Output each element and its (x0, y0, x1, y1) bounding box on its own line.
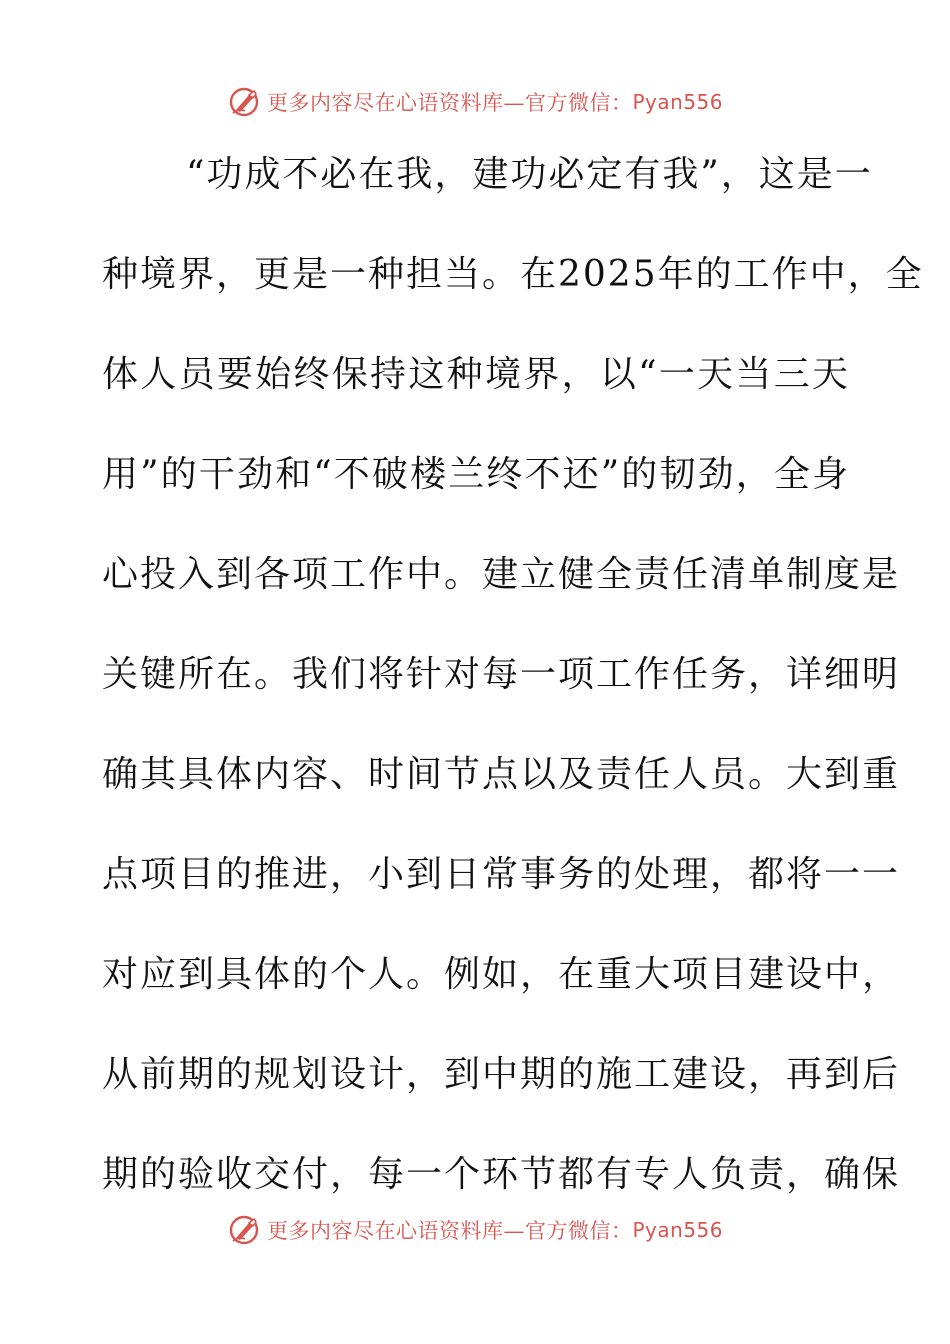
paragraph-line: 点项目的推进，小到日常事务的处理，都将一一 (102, 854, 901, 895)
paragraph-line: 体人员要始终保持这种境界，以“一天当三天 (102, 354, 850, 395)
watermark-wechat-id: Pyan556 (632, 1218, 723, 1242)
paragraph-line: 确其具体内容、时间节点以及责任人员。大到重 (102, 754, 901, 795)
watermark-wechat-id: Pyan556 (632, 90, 723, 114)
paragraph-line: 用”的干劲和“不破楼兰终不还”的韧劲，全身 (102, 454, 850, 495)
document-paragraph (102, 140, 924, 1240)
watermark-text: 更多内容尽在心语资料库—官方微信： (266, 1219, 633, 1243)
paragraph-line: 期的验收交付，每一个环节都有专人负责，确保 (102, 1154, 901, 1195)
paragraph-line: “功成不必在我，建功必定有我”，这是一 (186, 154, 873, 195)
paragraph-line: 种境界，更是一种担当。在2025年的工作中，全 (102, 254, 924, 295)
pen-nib-circle-icon (227, 1213, 261, 1247)
pen-nib-circle-icon (227, 85, 261, 119)
paragraph-line: 心投入到各项工作中。建立健全责任清单制度是 (102, 554, 901, 595)
paragraph-line: 关键所在。我们将针对每一项工作任务，详细明 (102, 654, 901, 695)
footer-watermark (0, 1208, 950, 1252)
paragraph-line: 对应到具体的个人。例如，在重大项目建设中， (102, 954, 901, 995)
watermark-text: 更多内容尽在心语资料库—官方微信： (266, 91, 633, 115)
header-watermark (0, 80, 950, 124)
paragraph-line: 从前期的规划设计，到中期的施工建设，再到后 (102, 1054, 901, 1095)
